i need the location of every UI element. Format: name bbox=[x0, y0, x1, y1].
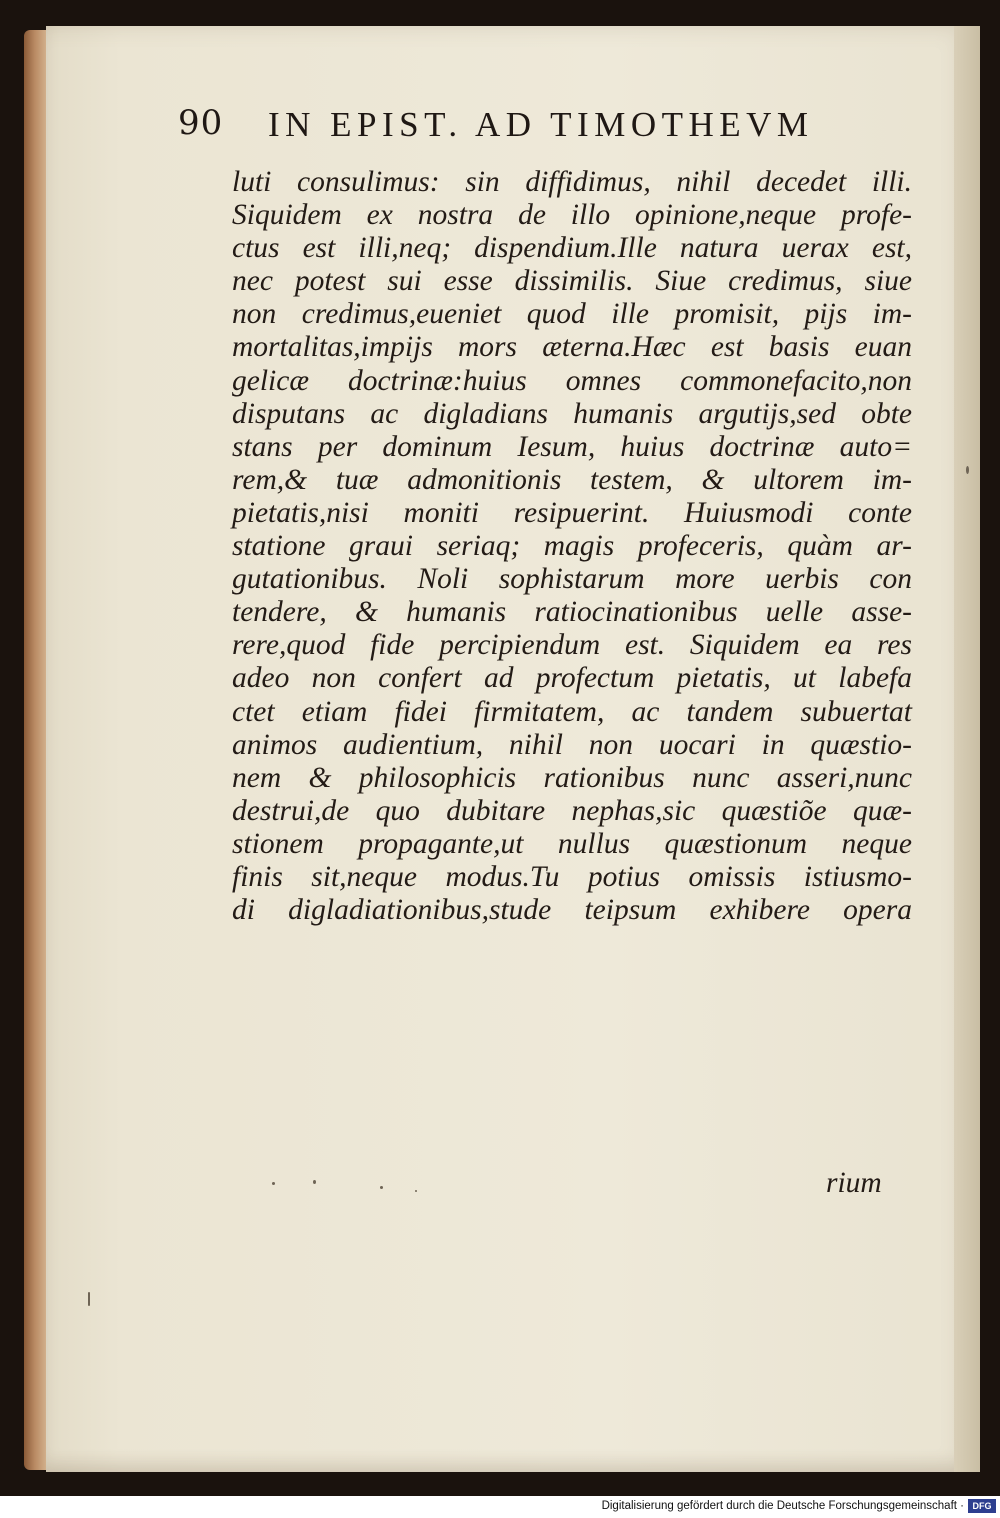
text-line: stans per dominum Iesum, huius doctrinæ auto= bbox=[232, 430, 912, 463]
text-line: non credimus,eueniet quod ille promisit, pijs im- bbox=[232, 298, 912, 331]
text-line: ctus est illi,neq; dispendium.Ille natura uerax est, bbox=[232, 232, 912, 265]
text-line: disputans ac digladians humanis argutijs,sed obte bbox=[232, 397, 912, 430]
text-line: stionem propagante,ut nullus quæstionum neque bbox=[232, 827, 912, 860]
running-head: IN EPIST. AD TIMOTHEVM bbox=[268, 105, 814, 144]
page-number: 90 bbox=[178, 103, 224, 143]
text-line: luti consulimus: sin diffidimus, nihil decedet illi. bbox=[232, 166, 912, 198]
paper-speck bbox=[380, 1186, 383, 1189]
text-line: statione graui seriaq; magis profeceris, quàm ar- bbox=[232, 530, 912, 563]
paper-speck bbox=[966, 466, 969, 474]
funding-credit: Digitalisierung gefördert durch die Deutsche Forschungsgemeinschaft · bbox=[601, 1500, 964, 1512]
text-line: destrui,de quo dubitare nephas,sic quæstiõe quæ- bbox=[232, 794, 912, 827]
book-page-edge bbox=[24, 30, 48, 1470]
text-line: gutationibus. Noli sophistarum more uerbis con bbox=[232, 563, 912, 596]
text-line: pietatis,nisi moniti resipuerint. Huiusmodi conte bbox=[232, 496, 912, 529]
paper-speck bbox=[415, 1190, 417, 1192]
text-line: rere,quod fide percipiendum est. Siquidem ea res bbox=[232, 629, 912, 662]
text-line: nec potest sui esse dissimilis. Siue credimus, siue bbox=[232, 265, 912, 298]
paper-speck bbox=[313, 1180, 316, 1184]
text-line: adeo non confert ad profectum pietatis, ut labefa bbox=[232, 662, 912, 695]
text-line: Siquidem ex nostra de illo opinione,neque profe- bbox=[232, 199, 912, 232]
body-text bbox=[232, 166, 912, 927]
text-line: rem,& tuæ admonitionis testem, & ultorem im- bbox=[232, 463, 912, 496]
text-line: finis sit,neque modus.Tu potius omissis istiusmo- bbox=[232, 860, 912, 893]
catchword: rium bbox=[826, 1167, 882, 1199]
text-line: tendere, & humanis ratiocinationibus uelle asse- bbox=[232, 596, 912, 629]
text-line: mortalitas,impijs mors æterna.Hæc est basis euan bbox=[232, 331, 912, 364]
dfg-logo-icon: DFG bbox=[968, 1499, 996, 1513]
text-line: animos audientium, nihil non uocari in quæstio- bbox=[232, 728, 912, 761]
text-line: gelicæ doctrinæ:huius omnes commonefacito,non bbox=[232, 364, 912, 397]
text-line: ctet etiam fidei firmitatem, ac tandem subuertat bbox=[232, 695, 912, 728]
paper-speck bbox=[88, 1292, 90, 1306]
text-line: di digladiationibus,stude teipsum exhibere opera bbox=[232, 894, 912, 927]
text-line: nem & philosophicis rationibus nunc asseri,nunc bbox=[232, 761, 912, 794]
digitization-footer bbox=[0, 1496, 1000, 1518]
paper-speck bbox=[272, 1182, 275, 1185]
page-gutter-shadow bbox=[954, 26, 980, 1472]
page-header bbox=[178, 103, 938, 163]
